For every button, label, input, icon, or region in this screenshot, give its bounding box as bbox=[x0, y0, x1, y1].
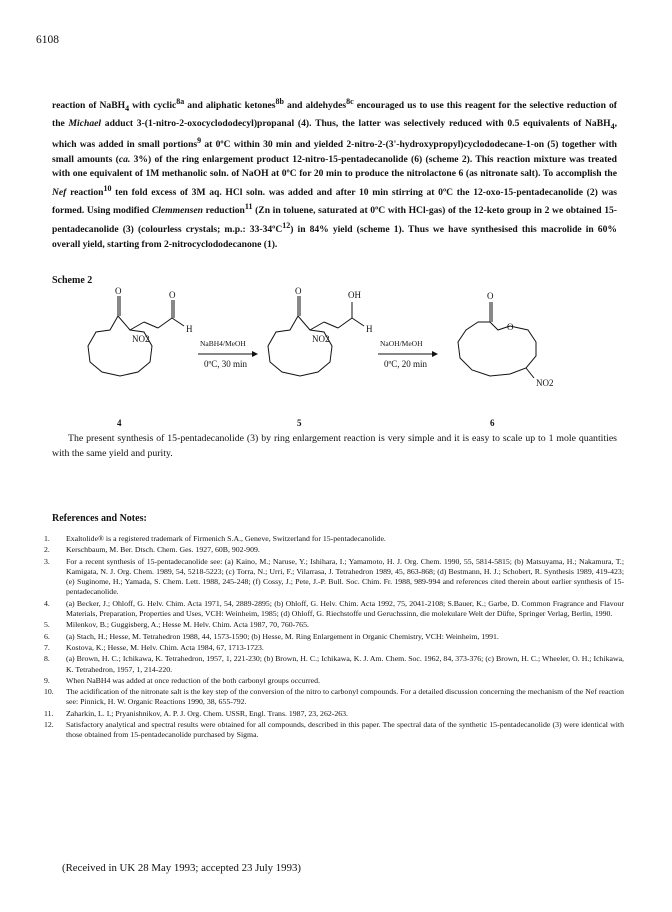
atom-o-6b: O bbox=[507, 322, 514, 332]
references-title: References and Notes: bbox=[52, 513, 147, 524]
references-list bbox=[44, 534, 624, 742]
reference-item: 10. The acidification of the nitronate salt is the key step of the conversion of the nitro to carbonyl compounds. For a detailed discussion concerning the mechanism of the Nef reaction see: Pinnick, H. W. Organic Reactions 1990, 38, 655-792. bbox=[44, 687, 624, 707]
nitro-group-4: NO2 bbox=[132, 334, 150, 344]
reference-item: 7. Kostova, K.; Hesse, M. Helv. Chim. Acta 1984, 67, 1713-1723. bbox=[44, 642, 264, 652]
conditions-1: 0ºC, 30 min bbox=[204, 359, 248, 369]
atom-o-6a: O bbox=[487, 291, 494, 301]
scheme-drawing bbox=[80, 286, 600, 436]
compound-number-6: 6 bbox=[490, 418, 495, 428]
reference-item: 5. Milenkov, B.; Guggisberg, A.; Hesse M. Helv. Chim. Acta 1987, 70, 760-765. bbox=[44, 620, 309, 630]
received-note: (Received in UK 28 May 1993; accepted 23 July 1993) bbox=[62, 862, 301, 874]
page-number: 6108 bbox=[36, 34, 59, 46]
hydroxyl-5: OH bbox=[348, 290, 361, 300]
nitro-group-5: NO2 bbox=[312, 334, 330, 344]
atom-o-5: O bbox=[295, 286, 302, 296]
atom-h-4: H bbox=[186, 324, 193, 334]
reference-item: 4. (a) Becker, J.; Ohloff, G. Helv. Chim. Acta 1971, 54, 2889-2895; (b) Ohloff, G. Helv. Chim. Acta 1992, 75, 2041-2108; S.Bauer, K.; Garbe, D. Common Fragrance and Flavour Materials, Preparation, Properties and Uses, VCH: Weinheim, 1985; (d) Ohloff, G. Riechstoffe und Geruchssinn, die molekulare Welt der Düfte, Springer Verlag, Berlin, 1990. bbox=[44, 598, 624, 619]
reference-item: 11. Zaharkin, L. I.; Pryanishnikov, A. P. J. Org. Chem. USSR, Engl. Trans. 1987, 23, 262-263. bbox=[44, 708, 348, 718]
reference-item: 9. When NaBH4 was added at once reduction of the both carbonyl groups occurred. bbox=[44, 675, 320, 685]
body-paragraph-2: The present synthesis of 15-pentadecanolide (3) by ring enlargement reaction is very simple and it is easy to scale up to 1 mole quantities with the same yield and purity. bbox=[52, 433, 617, 459]
reference-item: 1. Exaltolide® is a registered trademark of Firmenich S.A., Geneve, Switzerland for 15-pentadecanolide. bbox=[44, 534, 386, 543]
conditions-2: 0ºC, 20 min bbox=[384, 359, 428, 369]
scheme-label: Scheme 2 bbox=[52, 275, 93, 286]
atom-o-4a: O bbox=[115, 286, 122, 296]
body-paragraph-1: reaction of NaBH$_4$ with cyclic$^{8a}$ and aliphatic ketones$^{8b}$ and aldehydes$^{8c}$ encouraged us to use this reagent for the selective reduction of the Michael adduct 3-(1-nitro-2-oxocyclododecyl)propanal (4). Thus, the latter was selectively reduced with 0.5 equivalents of NaBH$_4$, which was added in small portions$^9$ at 0ºC within 30 min and yielded 2-nitro-2-(3'-hydroxypropyl)cyclododecane-1-on (5) together with small amounts (ca. 3%) of the ring enlargement product 12-nitro-15-pentadecanolide (6) (scheme 2). This reaction mixture was treated with one equivalent of 1M methanolic soln. of NaOH at 0ºC for 20 min to produce the nitrolactone 6 (as nitronate salt). To accomplish the Nef reaction$^{10}$ ten fold excess of 3M aq. HCl soln. was added and after 10 min stirring at 0ºC the 12-oxo-15-pentadecanolide (2) was formed. Using modified Clemmensen reduction$^{11}$ (Zn in toluene, saturated at 0ºC with HCl-gas) of the 12-keto group in 2 we obtained 15-pentadecanolide (3) (colourless crystals; m.p.: 33-34ºC$^{12}$) in 84% yield (scheme 1). Thus we have synthesised this macrolide in 60% overall yield, starting from 2-nitrocyclododecanone (1). bbox=[52, 97, 617, 250]
reference-item: 2. Kerschbaum, M. Ber. Dtsch. Chem. Ges. 1927, 60B, 902-909. bbox=[44, 545, 260, 555]
compound-6-structure bbox=[458, 302, 536, 378]
reference-item: 8. (a) Brown, H. C.; Ichikawa, K. Tetrahedron, 1957, 1, 221-230; (b) Brown, H. C.; Ichikawa, K. J. Am. Chem. Soc. 1962, 84, 373-376; (c) Brown, H. C.; Wheeler, O. H.; Ichikawa, K. Tetrahedron, 1957, 1, 214-220. bbox=[44, 654, 624, 674]
compound-number-5: 5 bbox=[297, 418, 302, 428]
atom-h-5: H bbox=[366, 324, 373, 334]
atom-o-4b: O bbox=[169, 290, 176, 300]
compound-number-4: 4 bbox=[117, 418, 122, 428]
reference-item: 6. (a) Stach, H.; Hesse, M. Tetrahedron 1988, 44, 1573-1590; (b) Hesse, M. Ring Enlargement in Organic Chemistry, VCH: Weinheim, 1991. bbox=[44, 631, 499, 641]
reaction-scheme bbox=[80, 286, 600, 436]
reagent-2: NaOH/MeOH bbox=[380, 339, 423, 348]
reference-item: 3. For a recent synthesis of 15-pentadecanolide see: (a) Kaino, M.; Naruse, Y.; Ishihara, I.; Yamamoto, H. J. Org. Chem. 1990, 55, 5814-5815; (b) Matsuyama, H.; Nakamura, T.; Kamigata, N. J. Org. Chem. 1989, 54, 5218-5223; (c) Torra, N.; Urri, F.; Vilarrasa, J. Tetrahedron 1989, 45, 863-868; (d) Bestmann, H. J.; Schobert, R. Synthesis 1989, 419-423; (e) Suginome, H.; Yamada, S. Chem. Lett. 1988, 245-248; (f) Cossy, J.; Pete, J.-P. Bull. Soc. Chim. Fr. 1988, 989-994 and references cited therein about earlier synthesis of 15-pentadecanolide. bbox=[44, 556, 624, 597]
nitro-group-6: NO2 bbox=[536, 378, 554, 388]
reference-item: 12. Satisfactory analytical and spectral results were obtained for all compounds, described in this paper. The spectral data of the synthetic 15-pentadecanolide (3) were identical with those obtained from 15-pentadecanolide purchased by Sigma. bbox=[44, 720, 624, 740]
reagent-1: NaBH4/MeOH bbox=[200, 339, 246, 348]
